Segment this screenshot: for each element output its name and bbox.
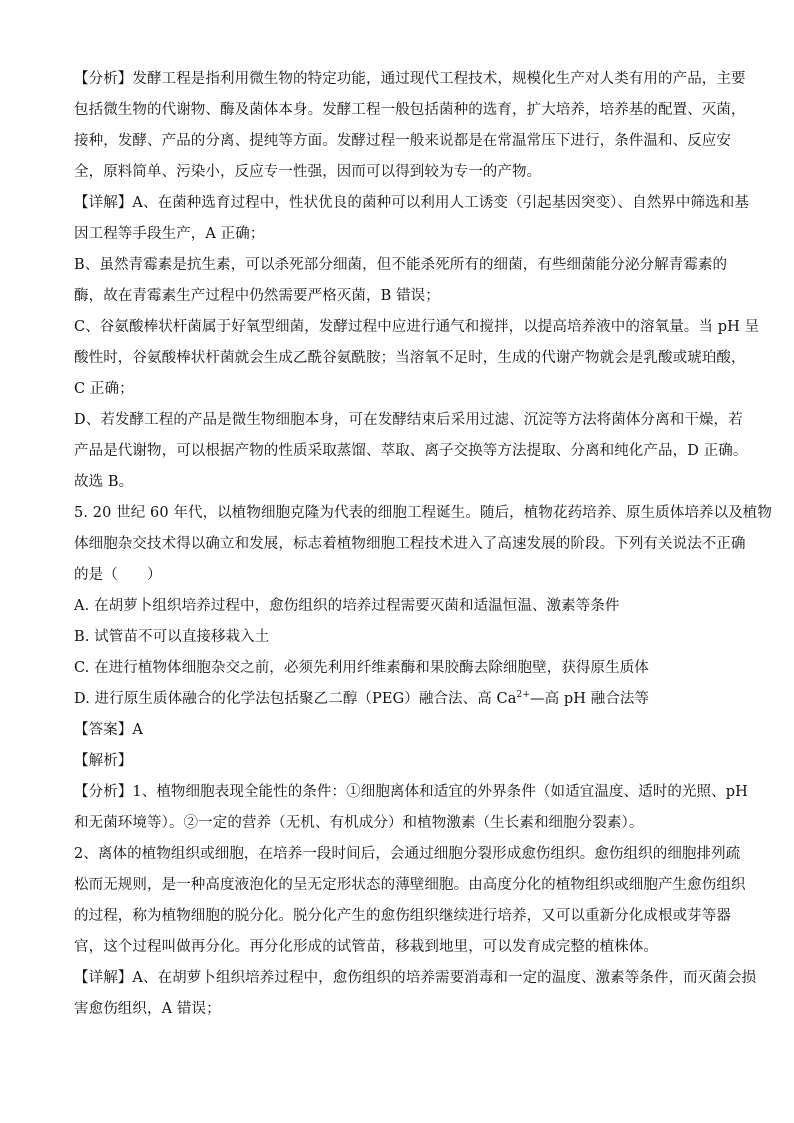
option-c: C. 在进行植物体细胞杂交之前，必须先利用纤维素酶和果胶酶去除细胞壁，获得原生质体 xyxy=(74,660,649,676)
text-line: 酸性时，谷氨酸棒状杆菌就会生成乙酰谷氨酰胺；当溶氧不足时，生成的代谢产物就会是乳酸或琥珀酸， xyxy=(74,350,746,366)
text-line: 和无菌环境等）。②一定的营养（无机、有机成分）和植物激素（生长素和细胞分裂素）。 xyxy=(74,815,644,831)
answer-line: 【答案】A xyxy=(74,722,143,738)
option-b: B. 试管苗不可以直接移栽入土 xyxy=(74,629,270,645)
text-line: C、谷氨酸棒状杆菌属于好氧型细菌，发酵过程中应进行通气和搅拌，以提高培养液中的溶氧量。当 pH 呈 xyxy=(74,319,760,335)
document-page xyxy=(74,64,772,1025)
text-line: B、虽然青霉素是抗生素，可以杀死部分细菌，但不能杀死所有的细菌，有些细菌能分泌分解青霉素的 xyxy=(74,257,728,273)
text-line: C 正确； xyxy=(74,381,134,397)
question-stem-line: 的是（ ） xyxy=(74,567,162,583)
text-line: 故选 B。 xyxy=(74,474,134,490)
text-line: 的过程，称为植物细胞的脱分化。脱分化产生的愈伤组织继续进行培养，又可以重新分化成根或芽等器 xyxy=(74,908,731,924)
text-line: 酶，故在青霉素生产过程中仍然需要严格灭菌，B 错误； xyxy=(74,288,440,304)
text-line: D、若发酵工程的产品是微生物细胞本身，可在发酵结束后采用过滤、沉淀等方法将菌体分离和干燥，若 xyxy=(74,412,743,428)
text-line: 【分析】1、植物细胞表现全能性的条件：①细胞离体和适宜的外界条件（如适宜温度、适时的光照、pH xyxy=(74,784,748,800)
text-line: 全，原料简单、污染小，反应专一性强，因而可以得到较为专一的产物。 xyxy=(74,164,542,180)
analysis-heading: 【解析】 xyxy=(74,753,133,769)
text-line: 【详解】A、在胡萝卜组织培养过程中，愈伤组织的培养需要消毒和一定的温度、激素等条件，而灭菌会损 xyxy=(74,970,757,986)
option-d-superscript: 2+ xyxy=(516,690,530,700)
text-line: 【详解】A、在菌种选育过程中，性状优良的菌种可以利用人工诱变（引起基因突变）、自然界中筛选和基 xyxy=(74,195,749,211)
option-d xyxy=(74,684,724,715)
option-a: A. 在胡萝卜组织培养过程中，愈伤组织的培养过程需要灭菌和适温恒温、激素等条件 xyxy=(74,598,620,614)
option-d-text-before: D. 进行原生质体融合的化学法包括聚乙二醇（PEG）融合法、高 Ca xyxy=(74,691,517,707)
question-stem-line: 5. 20 世纪 60 年代，以植物细胞克隆为代表的细胞工程诞生。随后，植物花药培养、原生质体培养以及植物 xyxy=(74,505,772,521)
text-line: 【分析】发酵工程是指利用微生物的特定功能，通过现代工程技术，规模化生产对人类有用的产品，主要 xyxy=(74,71,746,87)
text-line: 包括微生物的代谢物、酶及菌体本身。发酵工程一般包括菌种的选育，扩大培养，培养基的配置、灭菌， xyxy=(74,102,746,118)
text-line: 官，这个过程叫做再分化。再分化形成的试管苗，移栽到地里，可以发育成完整的植株体。 xyxy=(74,939,658,955)
text-line: 2、离体的植物组织或细胞，在培养一段时间后，会通过细胞分裂形成愈伤组织。愈伤组织的细胞排列疏 xyxy=(74,846,741,862)
text-line: 松而无规则，是一种高度液泡化的呈无定形状态的薄壁细胞。由高度分化的植物组织或细胞产生愈伤组织 xyxy=(74,877,746,893)
text-line: 害愈伤组织，A 错误； xyxy=(74,1001,221,1017)
question-stem-line: 体细胞杂交技术得以确立和发展，标志着植物细胞工程技术进入了高速发展的阶段。下列有关说法不正确 xyxy=(74,536,746,552)
text-line: 产品是代谢物，可以根据产物的性质采取蒸馏、萃取、离子交换等方法提取、分离和纯化产品，D 正确。 xyxy=(74,443,748,459)
text-line: 接种，发酵、产品的分离、提纯等方面。发酵过程一般来说都是在常温常压下进行，条件温和、反应安 xyxy=(74,133,731,149)
option-d-text-after: —高 pH 融合法等 xyxy=(529,691,650,707)
text-line: 因工程等手段生产，A 正确； xyxy=(74,226,265,242)
